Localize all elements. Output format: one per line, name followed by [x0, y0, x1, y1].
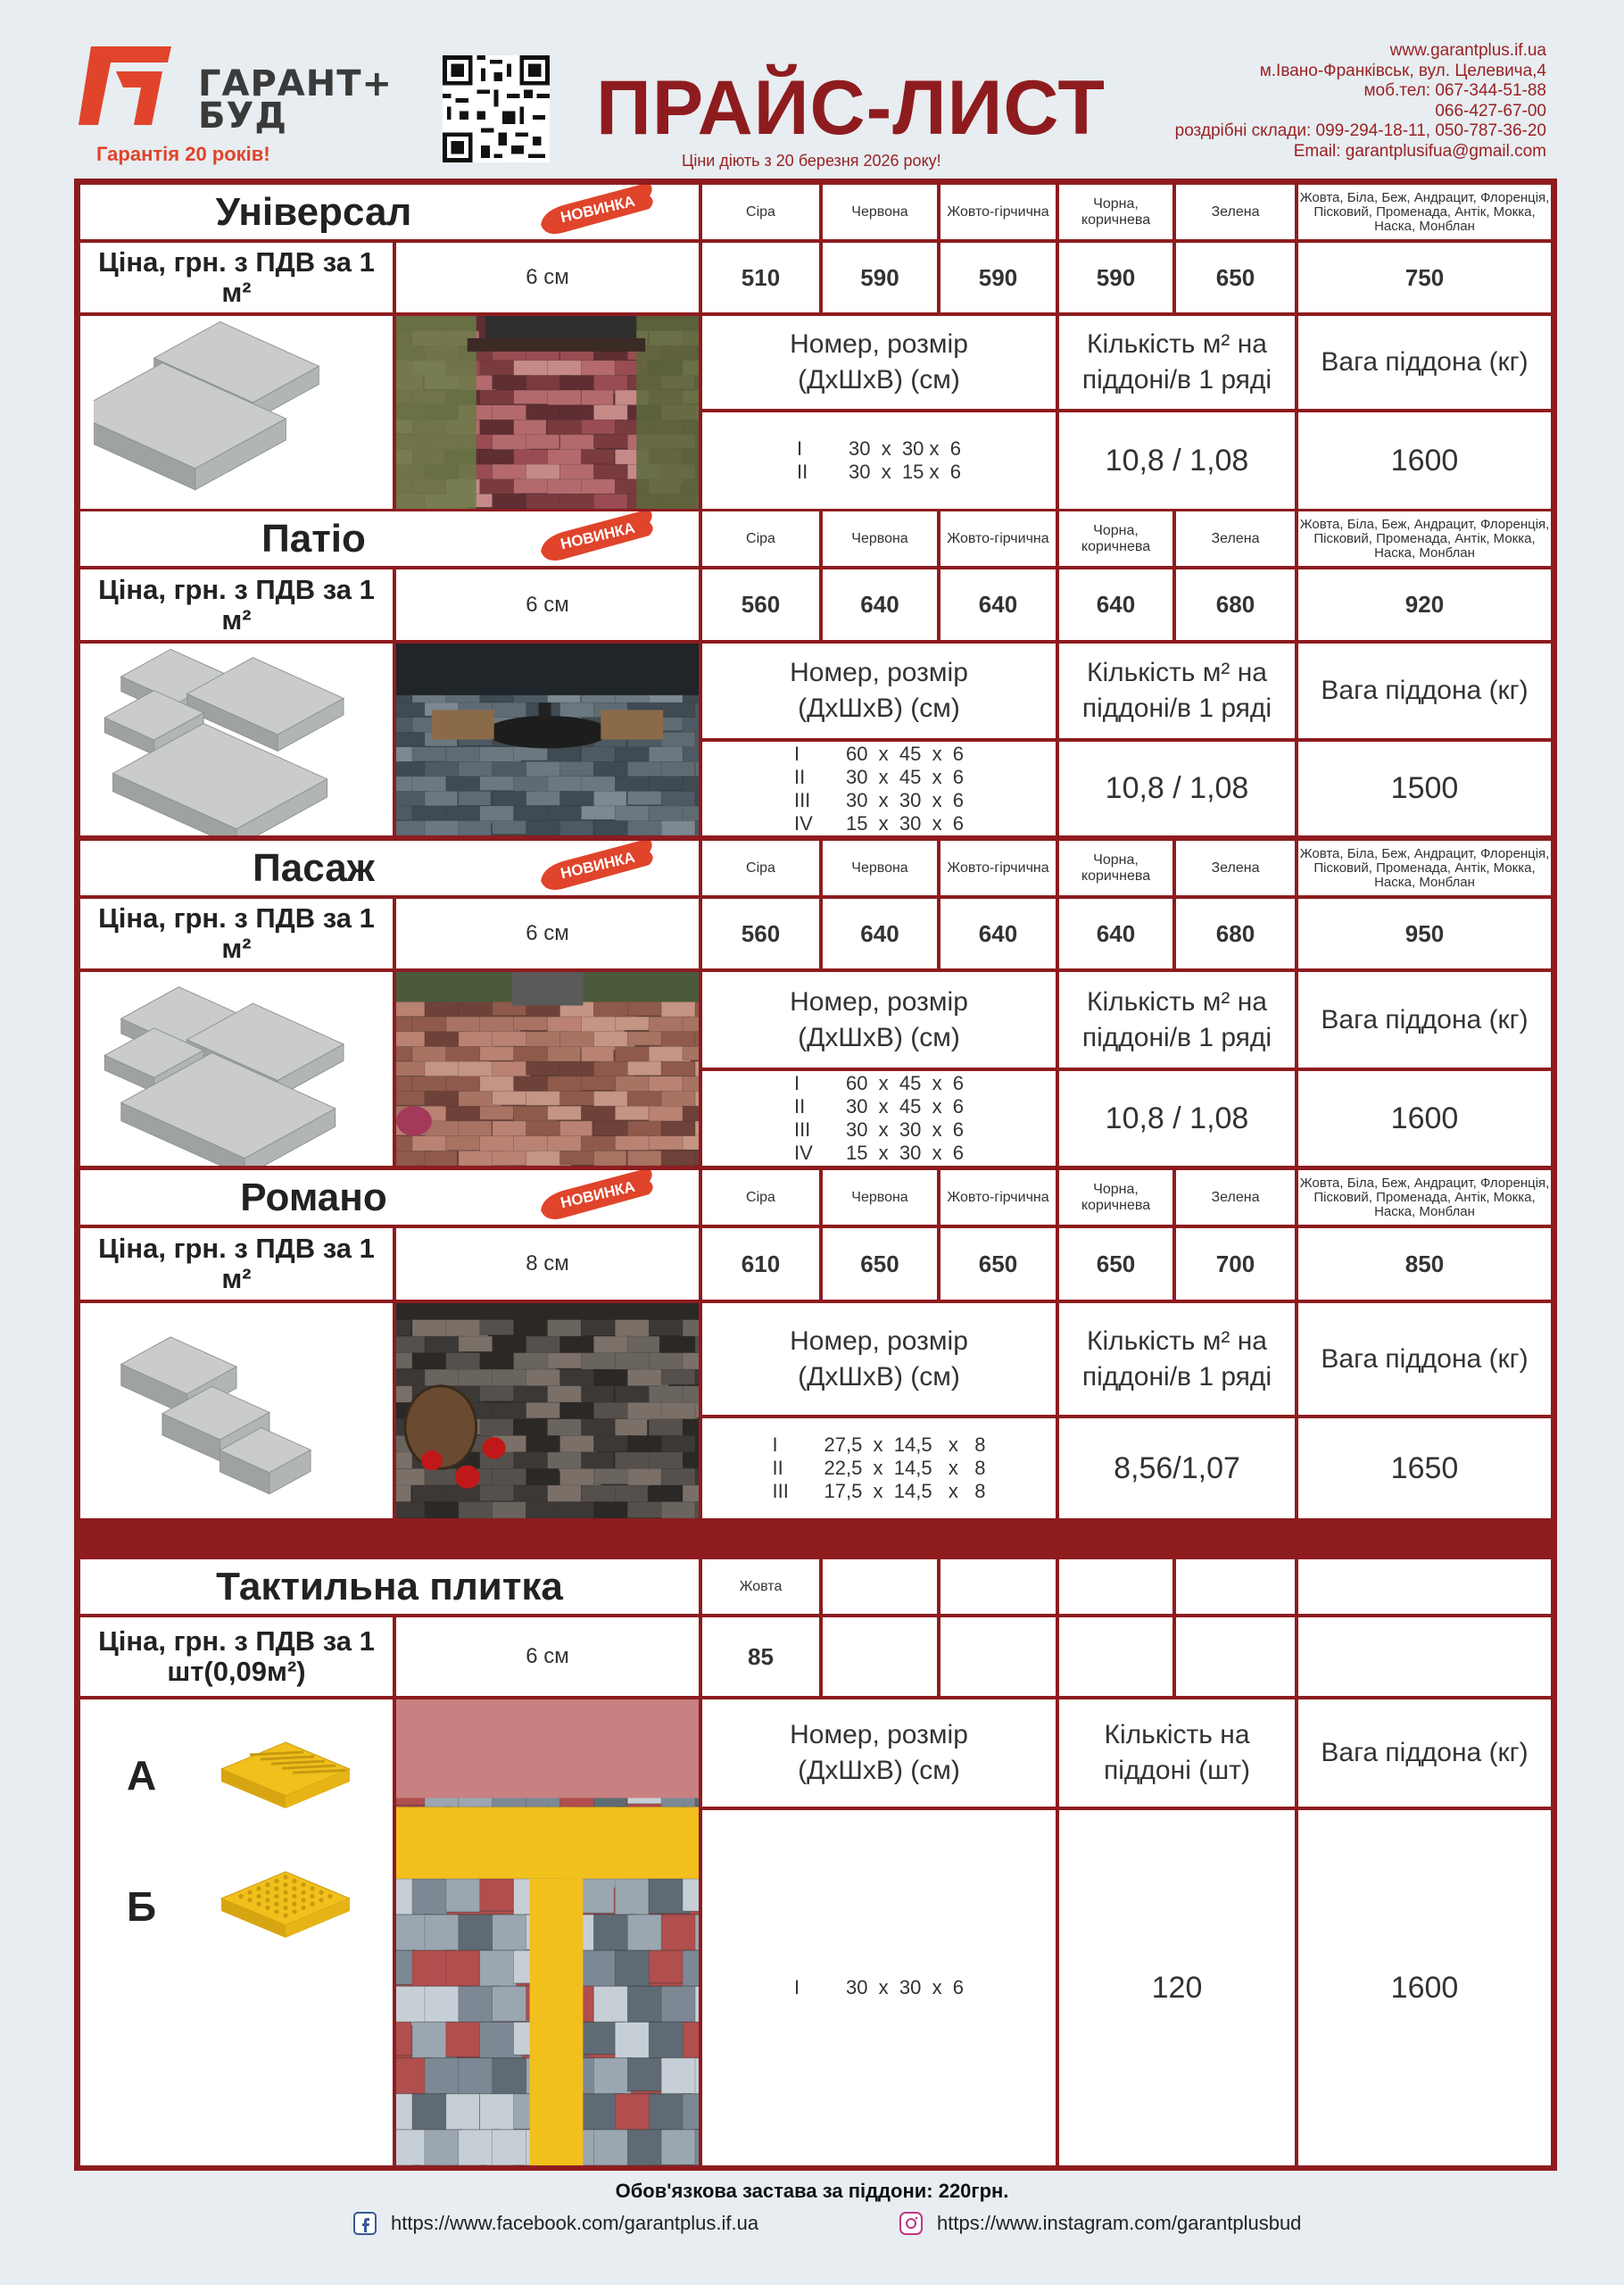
- size-header-text: Номер, розмір (ДхШхВ) (см): [790, 329, 968, 395]
- qty-header: [1059, 972, 1295, 1068]
- size-header: [702, 972, 1056, 1068]
- price-value-text: 590: [860, 263, 899, 291]
- color-header-label: Жовто-гірчична: [947, 204, 1049, 220]
- sizes-table: [793, 437, 965, 484]
- price-value: [1298, 899, 1551, 968]
- product-name-cell: [80, 1170, 699, 1225]
- qty-value-text: 10,8 / 1,08: [1105, 1101, 1249, 1135]
- weight-header-text: Вага піддона (кг): [1321, 676, 1529, 705]
- thickness-value: 6 см: [526, 265, 569, 289]
- size-number: IV: [793, 1142, 813, 1164]
- sizes-list: [702, 412, 1056, 509]
- size-row: [793, 461, 965, 484]
- price-value-text: 850: [1404, 1250, 1445, 1277]
- page-title: ПРАЙС-ЛИСТ: [596, 65, 1106, 151]
- new-badge: [533, 511, 662, 566]
- price-value-text: 560: [741, 591, 781, 618]
- product-name-cell: [80, 511, 699, 566]
- price-label-text: Ціна, грн. з ПДВ за 1 м²: [98, 1233, 375, 1294]
- color-header-label: Жовто-гірчична: [947, 860, 1049, 876]
- tactile-qty-header-text: Кількість на піддоні (шт): [1104, 1720, 1250, 1785]
- paving-tile-icon: [94, 644, 379, 835]
- size-dims: 60 x 45 x 6: [845, 1072, 965, 1094]
- qty-value-text: 10,8 / 1,08: [1105, 443, 1249, 478]
- size-header: [702, 1303, 1056, 1415]
- tactile-weight-header-text: Вага піддона (кг): [1321, 1738, 1529, 1767]
- qty-header-text: Кількість м² на піддоні/в 1 ряді: [1081, 329, 1272, 395]
- price-label: [80, 569, 393, 640]
- new-badge-label: НОВИНКА: [559, 848, 637, 883]
- size-dims: 30 x 15 x 6: [849, 461, 961, 483]
- new-badge-label: НОВИНКА: [559, 1177, 637, 1212]
- tactile-price-value: [1059, 1617, 1172, 1696]
- thickness-value: 8 см: [526, 1251, 569, 1275]
- price-label-text: Ціна, грн. з ПДВ за 1 м²: [98, 902, 375, 964]
- new-badge-label: НОВИНКА: [559, 519, 637, 553]
- price-label: [80, 243, 393, 312]
- color-header-label: Жовта, Біла, Беж, Андрацит, Флоренція, Пісковий, Променада, Антік, Мокка, Наска, Монблан: [1299, 516, 1550, 561]
- size-dims: 60 x 45 x 6: [845, 742, 965, 765]
- thickness: [396, 569, 699, 640]
- new-badge-label: НОВИНКА: [559, 192, 637, 227]
- color-header: [1298, 185, 1551, 239]
- size-number: II: [793, 1095, 806, 1118]
- qty-header: [1059, 644, 1295, 738]
- email-link[interactable]: Email: garantplusifua@gmail.com: [1293, 141, 1546, 161]
- color-header: [1176, 185, 1295, 239]
- color-header: [823, 1170, 937, 1225]
- size-dims: 30 x 45 x 6: [845, 1095, 965, 1118]
- size-row: [791, 766, 967, 789]
- product-photo: [396, 644, 699, 835]
- size-number: II: [793, 765, 806, 788]
- price-value-text: 750: [1404, 263, 1445, 291]
- size-row: [791, 1142, 967, 1165]
- product-photo-cell: [396, 1303, 699, 1518]
- qty-header-text: Кількість м² на піддоні/в 1 ряді: [1081, 1325, 1272, 1392]
- product-photo: [396, 316, 699, 509]
- size-header: [702, 316, 1056, 409]
- color-header-label: Зелена: [1211, 204, 1260, 220]
- tactile-type-b: Б: [127, 1883, 157, 1930]
- product-tile-image: [80, 316, 393, 509]
- weight-value-text: 1600: [1390, 1101, 1459, 1135]
- price-value-text: 650: [1215, 263, 1255, 291]
- color-header-label: Чорна, коричнева: [1081, 1181, 1151, 1213]
- tactile-tile-lines-icon: [214, 1735, 357, 1816]
- price-value: [940, 1228, 1056, 1300]
- price-value: [1059, 899, 1172, 968]
- facebook-icon: [352, 2210, 378, 2237]
- qty-value: [1059, 742, 1295, 835]
- page-header: [0, 0, 1624, 179]
- size-number: II: [772, 1457, 783, 1479]
- tactile-color-header-label: Жовта: [739, 1578, 783, 1594]
- phone-mobile-2[interactable]: 066-427-67-00: [1435, 101, 1546, 120]
- size-number: III: [772, 1480, 789, 1502]
- price-value-text: 950: [1404, 919, 1445, 947]
- tactile-sizes-table: [791, 1976, 967, 1999]
- size-row: [769, 1480, 990, 1503]
- new-badge: [533, 841, 662, 895]
- color-header-label: Жовто-гірчична: [947, 1189, 1049, 1205]
- product-tile-image: [80, 972, 393, 1166]
- tactile-weight-value: [1298, 1810, 1551, 2165]
- color-header: [823, 841, 937, 895]
- size-number: I: [797, 437, 803, 460]
- price-value-text: 680: [1215, 591, 1255, 618]
- size-number: I: [793, 1072, 800, 1094]
- price-value-text: 650: [1096, 1250, 1136, 1277]
- tactile-qty-value: [1059, 1810, 1295, 2165]
- tactile-thickness-value: 6 см: [526, 1644, 569, 1668]
- tactile-name-cell: [80, 1559, 699, 1614]
- price-value: [1298, 1228, 1551, 1300]
- qty-value: [1059, 412, 1295, 509]
- size-header-text: Номер, розмір (ДхШхВ) (см): [790, 658, 968, 723]
- price-value: [1176, 1228, 1295, 1300]
- price-table: [74, 179, 1557, 2171]
- tactile-price-value: [702, 1617, 819, 1696]
- sizes-list: [702, 1418, 1056, 1518]
- weight-value-text: 1500: [1390, 771, 1459, 805]
- tactile-price-value: [940, 1617, 1056, 1696]
- product-name-cell: [80, 841, 699, 895]
- weight-value-text: 1650: [1390, 1450, 1459, 1485]
- weight-header: [1298, 1303, 1551, 1415]
- price-value: [1298, 243, 1551, 312]
- size-number: II: [797, 461, 808, 483]
- tactile-name: Тактильна плитка: [216, 1564, 563, 1608]
- price-value-text: 590: [978, 263, 1018, 291]
- color-header-label: Зелена: [1211, 860, 1260, 876]
- price-value: [940, 569, 1056, 640]
- color-header-label: Сіра: [746, 1189, 775, 1205]
- qty-header-text: Кількість м² на піддоні/в 1 ряді: [1081, 986, 1272, 1052]
- brand-name: ГАРАНТ+ БУД: [198, 63, 393, 137]
- paving-tile-icon: [94, 1304, 379, 1518]
- product-name: Патіо: [261, 516, 366, 561]
- price-value: [823, 243, 937, 312]
- weight-header-text: Вага піддона (кг): [1321, 347, 1529, 377]
- size-number: III: [793, 1118, 811, 1141]
- sizes-table: [791, 1072, 967, 1165]
- qty-value: [1059, 1418, 1295, 1518]
- color-header-label: Чорна, коричнева: [1081, 522, 1151, 554]
- color-header: [1298, 511, 1551, 566]
- product-photo-cell: [396, 972, 699, 1166]
- price-value-text: 700: [1215, 1250, 1255, 1277]
- weight-value-text: 1600: [1390, 443, 1459, 478]
- color-header: [1298, 841, 1551, 895]
- price-value: [940, 243, 1056, 312]
- tactile-color-header: [823, 1559, 937, 1614]
- tactile-price-label-text: Ціна, грн. з ПДВ за 1 шт(0,09м²): [98, 1625, 375, 1687]
- color-header: [702, 511, 819, 566]
- tactile-tile-image: [80, 1699, 393, 2165]
- color-header: [1059, 511, 1172, 566]
- color-header-label: Червона: [851, 1189, 908, 1205]
- new-badge: [533, 1170, 662, 1225]
- tactile-size-header: [702, 1699, 1056, 1807]
- price-value: [1176, 899, 1295, 968]
- price-value-text: 920: [1404, 591, 1445, 618]
- size-number: III: [793, 788, 811, 811]
- price-value: [1059, 243, 1172, 312]
- product-photo-cell: [396, 644, 699, 835]
- qty-header: [1059, 316, 1295, 409]
- size-number: IV: [793, 811, 813, 835]
- color-header: [940, 185, 1056, 239]
- size-dims: 22,5 x 14,5 x 8: [824, 1457, 986, 1479]
- size-number: I: [772, 1433, 778, 1456]
- size-dims: 30 x 30 x 6: [845, 788, 965, 811]
- sizes-list: [702, 742, 1056, 835]
- size-row: [791, 743, 967, 766]
- website-link[interactable]: www.garantplus.if.ua: [1389, 41, 1546, 60]
- address: м.Івано-Франківськ, вул. Целевича,4: [1259, 61, 1546, 80]
- product-name-cell: [80, 185, 699, 239]
- weight-header: [1298, 972, 1551, 1068]
- price-value: [1059, 569, 1172, 640]
- weight-header-text: Вага піддона (кг): [1321, 1343, 1529, 1374]
- tactile-sizes: [702, 1810, 1056, 2165]
- price-label-text: Ціна, грн. з ПДВ за 1 м²: [98, 246, 375, 308]
- product-photo: [396, 1303, 699, 1518]
- price-value: [1059, 1228, 1172, 1300]
- qr-code-icon[interactable]: [443, 55, 550, 162]
- color-header: [1176, 511, 1295, 566]
- product-name: Романо: [240, 1175, 387, 1219]
- tactile-color-header: [1298, 1559, 1551, 1614]
- color-header: [702, 185, 819, 239]
- weight-value: [1298, 1418, 1551, 1518]
- paving-tile-icon: [94, 972, 379, 1166]
- tactile-thickness: [396, 1617, 699, 1696]
- color-header-label: Зелена: [1211, 1189, 1260, 1205]
- size-row: [791, 1976, 967, 1999]
- price-value: [823, 1228, 937, 1300]
- deposit-note: Обов'язкова застава за піддони: 220грн.: [615, 2180, 1009, 2202]
- size-dims: 17,5 x 14,5 x 8: [824, 1480, 986, 1502]
- price-value: [702, 243, 819, 312]
- price-value: [1176, 243, 1295, 312]
- thickness-value: 6 см: [526, 921, 569, 945]
- instagram-icon: [898, 2210, 924, 2237]
- color-header: [702, 1170, 819, 1225]
- price-label: [80, 1228, 393, 1300]
- color-header-label: Сіра: [746, 860, 775, 876]
- size-number: I: [793, 742, 800, 765]
- tactile-qty-header: [1059, 1699, 1295, 1807]
- price-value-text: 560: [741, 919, 781, 947]
- color-header-label: Жовта, Біла, Беж, Андрацит, Флоренція, Пісковий, Променада, Антік, Мокка, Наска, Монблан: [1299, 845, 1550, 890]
- product-photo-cell: [396, 316, 699, 509]
- color-header-label: Зелена: [1211, 530, 1260, 546]
- tactile-color-header: [702, 1559, 819, 1614]
- thickness: [396, 243, 699, 312]
- size-row: [769, 1457, 990, 1480]
- sizes-table: [791, 743, 967, 835]
- weight-header-text: Вага піддона (кг): [1321, 1004, 1529, 1034]
- price-value: [702, 899, 819, 968]
- tactile-price-value-text: 85: [748, 1642, 774, 1670]
- tactile-price-label: [80, 1617, 393, 1696]
- price-value-text: 650: [860, 1250, 899, 1277]
- price-value: [702, 569, 819, 640]
- color-header: [1176, 1170, 1295, 1225]
- phone-mobile[interactable]: моб.тел: 067-344-51-88: [1363, 81, 1546, 100]
- size-number: I: [793, 1976, 800, 1998]
- paving-tile-icon: [94, 316, 379, 509]
- price-value-text: 640: [978, 919, 1018, 947]
- price-value: [823, 899, 937, 968]
- price-label: [80, 899, 393, 968]
- price-value: [1298, 569, 1551, 640]
- color-header: [940, 841, 1056, 895]
- size-row: [791, 812, 967, 835]
- size-dims: 30 x 30 x 6: [849, 437, 961, 460]
- weight-header: [1298, 644, 1551, 738]
- color-header-label: Червона: [851, 530, 908, 546]
- validity-note: Ціни діють з 20 березня 2026 року!: [682, 152, 941, 170]
- color-header: [823, 185, 937, 239]
- color-header: [1059, 1170, 1172, 1225]
- color-header: [940, 511, 1056, 566]
- thickness: [396, 899, 699, 968]
- price-value: [702, 1228, 819, 1300]
- tactile-weight-header: [1298, 1699, 1551, 1807]
- price-value: [823, 569, 937, 640]
- qty-header: [1059, 1303, 1295, 1415]
- product-tile-image: [80, 1303, 393, 1518]
- facebook-link[interactable]: https://www.facebook.com/garantplus.if.ua: [352, 2210, 758, 2237]
- price-value: [1176, 569, 1295, 640]
- size-row: [793, 437, 965, 461]
- contacts-block: [1175, 41, 1546, 162]
- tactile-price-value: [1298, 1617, 1551, 1696]
- qty-value-text: 8,56/1,07: [1114, 1450, 1240, 1485]
- size-dims: 15 x 30 x 6: [845, 811, 965, 835]
- tactile-price-value: [823, 1617, 937, 1696]
- qty-value-text: 10,8 / 1,08: [1105, 771, 1249, 805]
- size-header-text: Номер, розмір (ДхШхВ) (см): [790, 1325, 968, 1392]
- tactile-photo-cell: [396, 1699, 699, 2165]
- color-header: [702, 841, 819, 895]
- qty-header-text: Кількість м² на піддоні/в 1 ряді: [1081, 658, 1272, 723]
- color-header-label: Червона: [851, 860, 908, 876]
- color-header-label: Червона: [851, 204, 908, 220]
- size-dims: 30 x 45 x 6: [845, 765, 965, 788]
- sizes-list: [702, 1071, 1056, 1166]
- size-dims: 27,5 x 14,5 x 8: [824, 1433, 986, 1456]
- color-header-label: Чорна, коричнева: [1081, 195, 1151, 228]
- tactile-qty-value-text: 120: [1151, 1970, 1203, 2005]
- weight-value: [1298, 742, 1551, 835]
- tactile-color-header: [1176, 1559, 1295, 1614]
- size-dims: 30 x 30 x 6: [845, 1118, 965, 1141]
- size-dims: 15 x 30 x 6: [845, 1142, 965, 1164]
- size-row: [791, 789, 967, 812]
- product-tile-image: [80, 644, 393, 835]
- weight-value: [1298, 1071, 1551, 1166]
- size-header: [702, 644, 1056, 738]
- product-name: Універсал: [215, 189, 412, 234]
- size-row: [769, 1433, 990, 1457]
- qty-value: [1059, 1071, 1295, 1166]
- size-dims: 30 x 30 x 6: [845, 1976, 965, 1998]
- color-header: [1059, 185, 1172, 239]
- tactile-color-header: [1059, 1559, 1172, 1614]
- size-header-text: Номер, розмір (ДхШхВ) (см): [790, 986, 968, 1052]
- color-header: [1059, 841, 1172, 895]
- price-value-text: 640: [978, 591, 1018, 618]
- price-value-text: 640: [1096, 919, 1136, 947]
- thickness: [396, 1228, 699, 1300]
- price-value-text: 640: [1096, 591, 1136, 618]
- color-header: [1176, 841, 1295, 895]
- tactile-size-header-text: Номер, розмір (ДхШхВ) (см): [790, 1720, 968, 1785]
- tactile-weight-value-text: 1600: [1390, 1970, 1459, 2005]
- price-value-text: 640: [860, 919, 899, 947]
- guarantee-text: Гарантія 20 років!: [96, 143, 270, 165]
- tactile-price-value: [1176, 1617, 1295, 1696]
- weight-value: [1298, 412, 1551, 509]
- price-value-text: 610: [741, 1250, 781, 1277]
- price-label-text: Ціна, грн. з ПДВ за 1 м²: [98, 573, 375, 636]
- price-value-text: 640: [860, 591, 899, 618]
- color-header-label: Сіра: [746, 204, 775, 220]
- instagram-link[interactable]: https://www.instagram.com/garantplusbud: [898, 2210, 1301, 2237]
- price-value-text: 590: [1096, 263, 1136, 291]
- brand-logo-icon: [79, 46, 171, 125]
- tactile-tile-dots-icon: [214, 1865, 357, 1945]
- sizes-table: [769, 1433, 990, 1503]
- size-row: [791, 1072, 967, 1095]
- thickness-value: 6 см: [526, 592, 569, 617]
- color-header-label: Чорна, коричнева: [1081, 852, 1151, 884]
- price-value-text: 650: [978, 1250, 1018, 1277]
- color-header-label: Жовто-гірчична: [947, 530, 1049, 546]
- product-photo: [396, 972, 699, 1166]
- product-name: Пасаж: [253, 845, 375, 890]
- weight-header: [1298, 316, 1551, 409]
- color-header: [823, 511, 937, 566]
- color-header-label: Сіра: [746, 530, 775, 546]
- color-header: [1298, 1170, 1551, 1225]
- price-value: [940, 899, 1056, 968]
- product-photo: [396, 1699, 699, 2165]
- tactile-type-a: А: [127, 1752, 157, 1799]
- price-value-text: 510: [741, 263, 781, 291]
- color-header-label: Жовта, Біла, Беж, Андрацит, Флоренція, Пісковий, Променада, Антік, Мокка, Наска, Монблан: [1299, 189, 1550, 234]
- color-header-label: Жовта, Біла, Беж, Андрацит, Флоренція, Пісковий, Променада, Антік, Мокка, Наска, Монблан: [1299, 1175, 1550, 1219]
- color-header: [940, 1170, 1056, 1225]
- size-row: [791, 1095, 967, 1118]
- size-row: [791, 1118, 967, 1142]
- price-value-text: 680: [1215, 919, 1255, 947]
- phone-warehouses[interactable]: роздрібні склади: 099-294-18-11, 050-787-36-20: [1174, 121, 1546, 140]
- tactile-color-header: [940, 1559, 1056, 1614]
- new-badge: [533, 185, 662, 239]
